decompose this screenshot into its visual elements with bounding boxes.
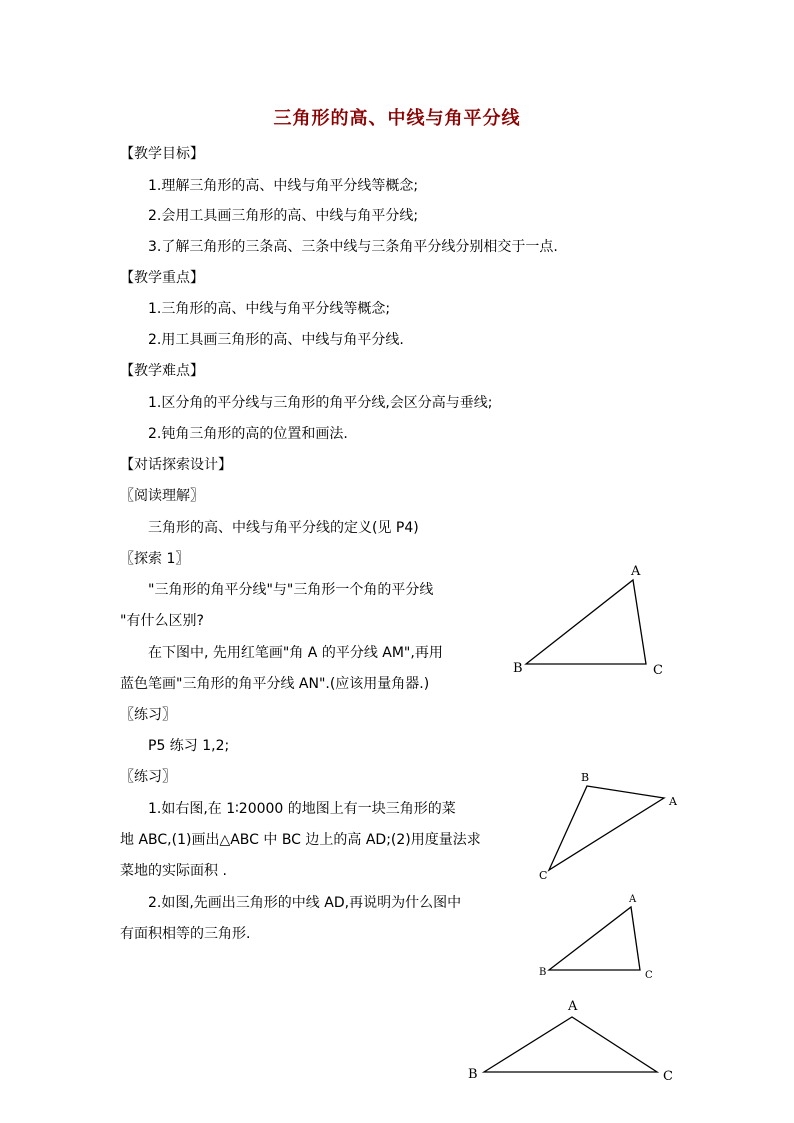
vertex-label-c: C [653, 663, 663, 678]
triangle-abc [484, 1017, 657, 1072]
triangle-abc [526, 580, 646, 664]
reading-heading: 〖阅读理解〗 [120, 488, 204, 504]
practice2-heading: 〖练习〗 [120, 769, 176, 785]
key-points-heading: 【教学重点】 [120, 270, 204, 286]
practice2-line: 菜地的实际面积 . [120, 863, 227, 879]
explore1-line: 蓝色笔画"三角形的角平分线 AN".(应该用量角器.) [120, 676, 430, 692]
vertex-label-c: C [663, 1069, 673, 1084]
vertex-label-b: B [468, 1067, 478, 1082]
difficulties-heading: 【教学难点】 [120, 363, 204, 379]
objectives-heading: 【教学目标】 [120, 146, 204, 162]
triangle-figure-4 [460, 994, 690, 1086]
explore1-heading: 〖探索 1〗 [120, 551, 190, 567]
practice1-text: P5 练习 1,2; [148, 738, 230, 754]
vertex-label-c: C [645, 970, 653, 981]
objective-item: 2.会用工具画三角形的高、中线与角平分线; [148, 208, 419, 224]
triangle-figure-2 [530, 768, 690, 886]
vertex-label-a: A [568, 999, 578, 1014]
design-heading: 【对话探索设计】 [120, 457, 232, 473]
objective-item: 3.了解三角形的三条高、三条中线与三条角平分线分别相交于一点. [148, 239, 558, 255]
key-point-item: 1.三角形的高、中线与角平分线等概念; [148, 301, 391, 317]
vertex-label-b: B [539, 967, 547, 978]
practice2-line: 1.如右图,在 1∶20000 的地图上有一块三角形的菜 [148, 801, 456, 817]
explore1-line: "三角形的角平分线"与"三角形一个角的平分线 [148, 582, 434, 598]
triangle-abc [549, 786, 664, 870]
difficulty-item: 2.钝角三角形的高的位置和画法. [148, 426, 348, 442]
objective-item: 1.理解三角形的高、中线与角平分线等概念; [148, 178, 419, 194]
practice2-line: 地 ABC,(1)画出△ABC 中 BC 边上的高 AD;(2)用度量法求 [120, 832, 481, 848]
key-point-item: 2.用工具画三角形的高、中线与角平分线. [148, 332, 404, 348]
practice2-line: 2.如图,先画出三角形的中线 AD,再说明为什么图中 [148, 895, 462, 911]
vertex-label-a: A [629, 894, 637, 905]
vertex-label-b: B [513, 661, 523, 676]
reading-text: 三角形的高、中线与角平分线的定义(见 P4) [148, 520, 419, 536]
explore1-line: 在下图中, 先用红笔画"角 A 的平分线 AM",再用 [148, 645, 443, 661]
practice2-line: 有面积相等的三角形. [120, 926, 251, 942]
triangle-abc [549, 907, 640, 970]
practice1-heading: 〖练习〗 [120, 707, 176, 723]
vertex-label-a: A [669, 795, 677, 808]
vertex-label-a: A [631, 564, 641, 579]
difficulty-item: 1.区分角的平分线与三角形的角平分线,会区分高与垂线; [148, 395, 493, 411]
page-title: 三角形的高、中线与角平分线 [273, 108, 521, 129]
explore1-line: "有什么区别? [120, 613, 204, 629]
triangle-figure-3 [530, 888, 670, 982]
vertex-label-b: B [581, 771, 590, 784]
triangle-figure-1 [500, 555, 680, 685]
vertex-label-c: C [539, 869, 548, 882]
